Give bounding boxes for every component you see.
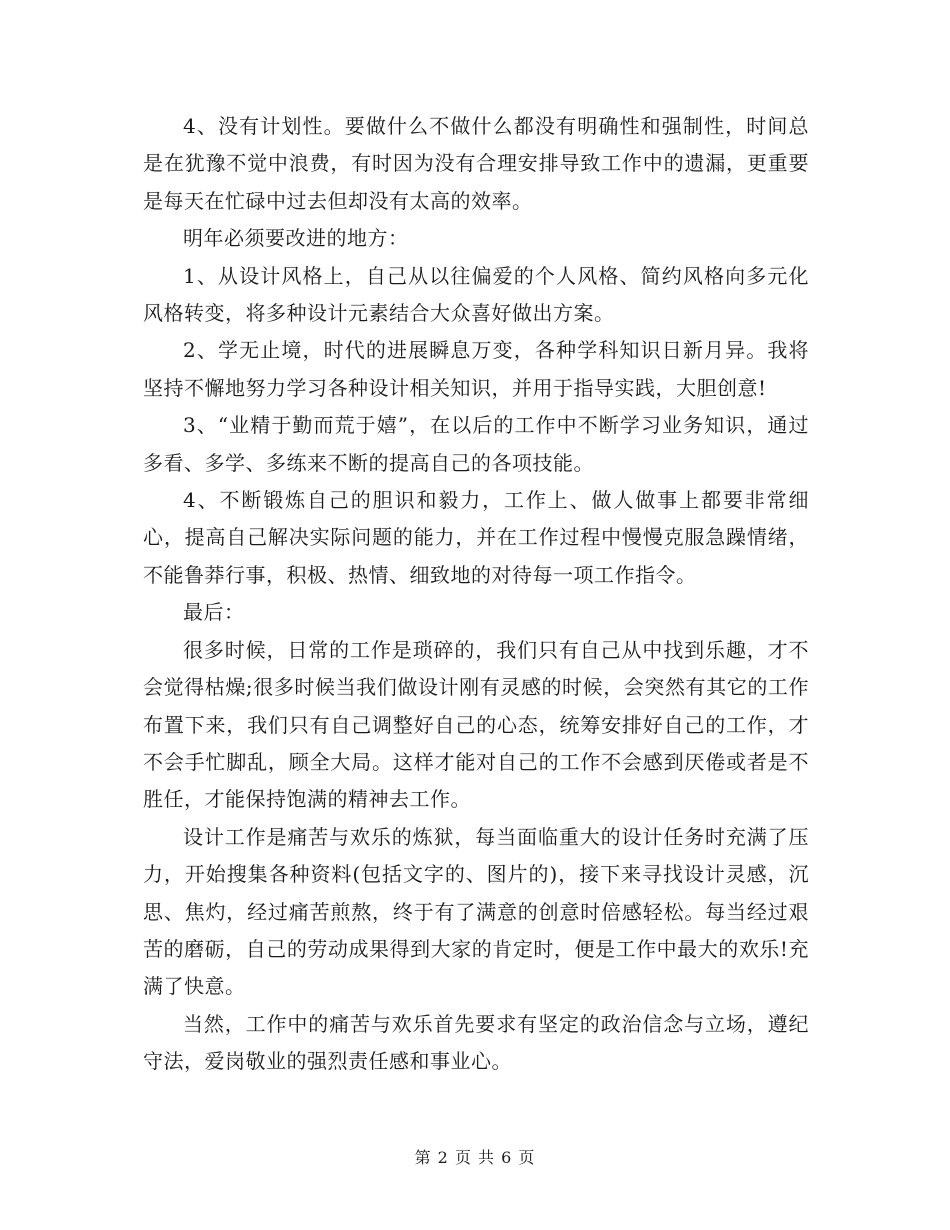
paragraph-improvement-3: 3、“业精于勤而荒于嬉”，在以后的工作中不断学习业务知识，通过多看、多学、多练来不断的提高自己的各项技能。 [143,413,809,475]
paragraph-no-plan: 4、没有计划性。要做什么不做什么都没有明确性和强制性，时间总是在犹豫不觉中浪费，有时因为没有合理安排导致工作中的遗漏，更重要是每天在忙碌中过去但却没有太高的效率。 [143,114,809,213]
paragraph-finally-heading: 最后： [183,600,245,625]
paragraph-improvement-4: 4、不断锻炼自己的胆识和毅力，工作上、做人做事上都要非常细心，提高自己解决实际问题的能力，并在工作过程中慢慢克服急躁情绪，不能鲁莽行事，积极、热情、细致地的对待每一项工作指令。 [143,488,809,587]
paragraph-improvement-2: 2、学无止境，时代的进展瞬息万变，各种学科知识日新月异。我将坚持不懈地努力学习各种设计相关知识，并用于指导实践，大胆创意! [143,338,809,400]
paragraph-conclusion: 当然，工作中的痛苦与欢乐首先要求有坚定的政治信念与立场，遵纪守法，爱岗敬业的强烈责任感和事业心。 [143,1011,809,1074]
paragraph-daily-work: 很多时候，日常的工作是琐碎的，我们只有自己从中找到乐趣，才不会觉得枯燥;很多时候当我们做设计刚有灵感的时候，会突然有其它的工作布置下来，我们只有自己调整好自己的心态，统筹安排好自己的工作，才不会手忙脚乱，顾全大局。这样才能对自己的工作不会感到厌倦或者是不胜任，才能保持饱满的精神去工作。 [143,637,809,812]
paragraph-design-work: 设计工作是痛苦与欢乐的炼狱，每当面临重大的设计任务时充满了压力，开始搜集各种资料(包括文字的、图片的)，接下来寻找设计灵感，沉思、焦灼，经过痛苦煎熬，终于有了满意的创意时倍感轻松。每当经过艰苦的磨砺，自己的劳动成果得到大家的肯定时，便是工作中最大的欢乐!充满了快意。 [143,824,809,999]
paragraph-improvements-heading: 明年必须要改进的地方： [183,226,409,251]
paragraph-improvement-1: 1、从设计风格上，自己从以往偏爱的个人风格、简约风格向多元化风格转变，将多种设计元素结合大众喜好做出方案。 [143,263,809,326]
document-body [143,108,809,1081]
page-number-footer: 第 2 页 共 6 页 [414,1148,536,1167]
